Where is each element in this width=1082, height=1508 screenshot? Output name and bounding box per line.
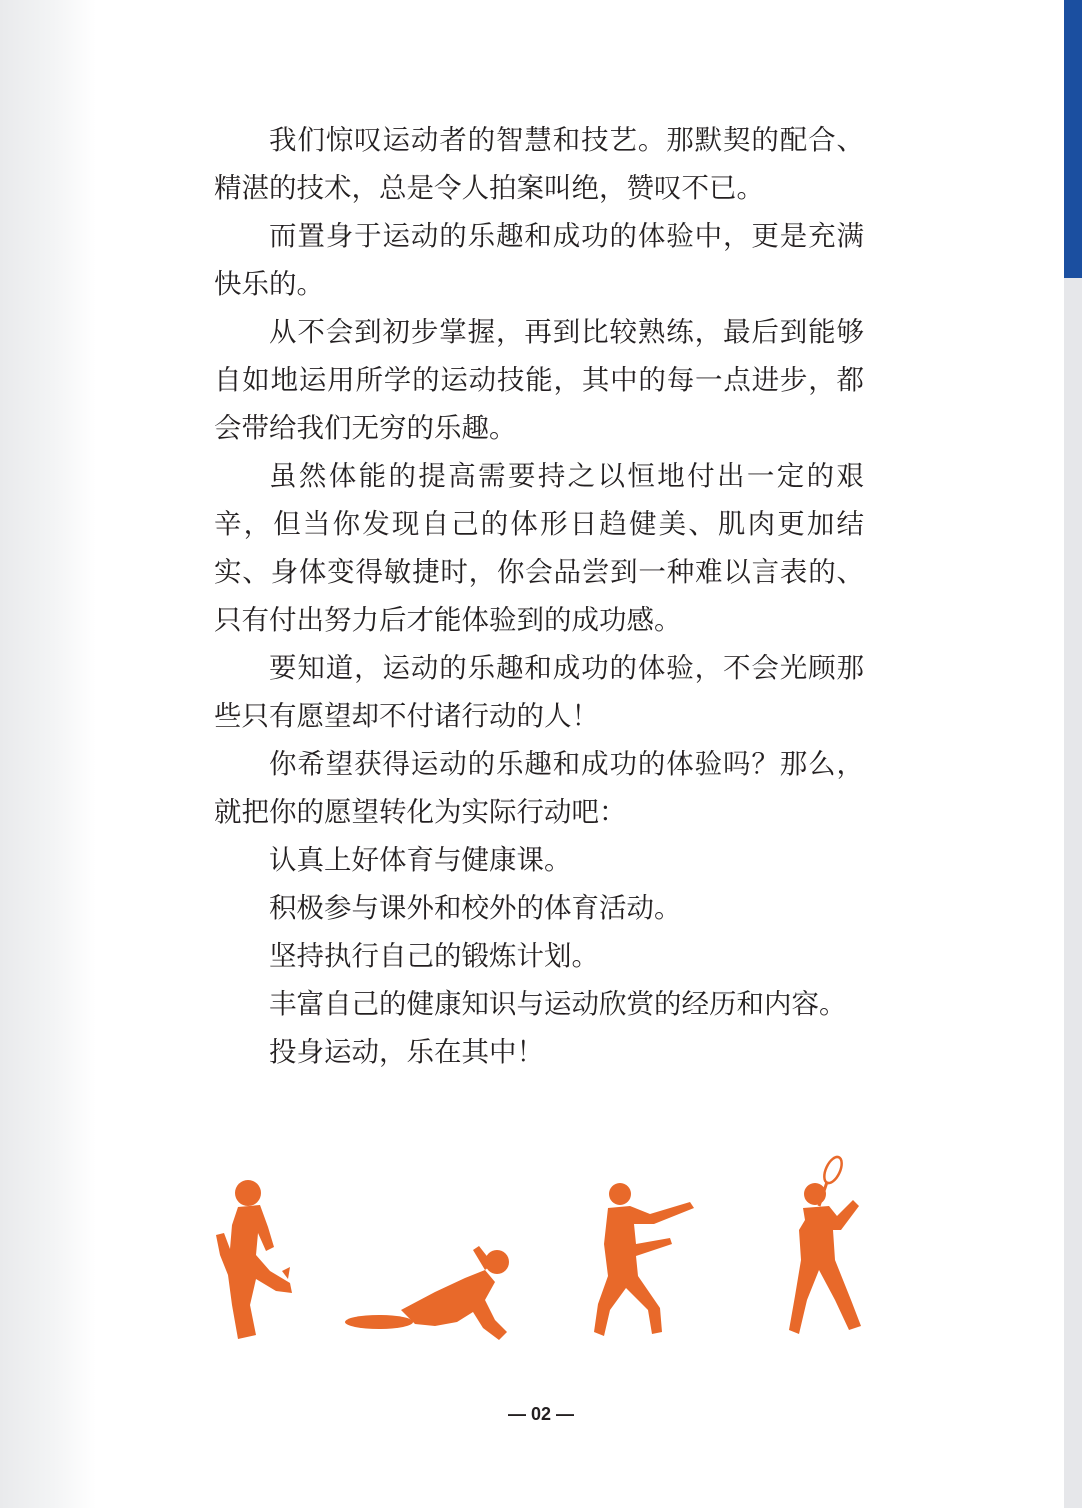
list-item-knowledge: 丰富自己的健康知识与运动欣赏的经历和内容。 xyxy=(269,988,847,1020)
shuttlecock-kicker-icon xyxy=(210,1175,310,1345)
paragraph-2: 而置身于运动的乐趣和成功的体验中，更是充满快乐的。 xyxy=(214,220,864,300)
closing-line: 投身运动，乐在其中！ xyxy=(269,1036,544,1068)
tai-chi-figure-icon xyxy=(590,1180,700,1340)
sports-illustration xyxy=(200,1140,880,1360)
chapter-side-tab xyxy=(1064,0,1082,278)
list-item-activities: 积极参与课外和校外的体育活动。 xyxy=(269,892,682,924)
paragraph-6: 你希望获得运动的乐趣和成功的体验吗？那么，就把你的愿望转化为实际行动吧： xyxy=(214,748,864,828)
paragraph-3: 从不会到初步掌握，再到比较熟练，最后到能够自如地运用所学的运动技能，其中的每一点进步，都会带给我们无穷的乐趣。 xyxy=(214,316,864,444)
page-gutter-shadow xyxy=(0,0,96,1508)
paragraph-1: 我们惊叹运动者的智慧和技艺。那默契的配合、精湛的技术，总是令人拍案叫绝，赞叹不已。 xyxy=(214,124,864,204)
frisbee-diver-icon xyxy=(345,1240,525,1345)
paragraph-4: 虽然体能的提高需要持之以恒地付出一定的艰辛，但当你发现自己的体形日趋健美、肌肉更加结实、身体变得敏捷时，你会品尝到一种难以言表的、只有付出努力后才能体验到的成功感。 xyxy=(214,460,864,636)
paragraph-5: 要知道，运动的乐趣和成功的体验，不会光顾那些只有愿望却不付诸行动的人！ xyxy=(214,652,864,732)
list-item-plan: 坚持执行自己的锻炼计划。 xyxy=(269,940,599,972)
body-text xyxy=(214,116,864,1076)
page-number: — 02 — xyxy=(507,1404,575,1424)
list-item-class: 认真上好体育与健康课。 xyxy=(269,844,572,876)
badminton-player-icon xyxy=(775,1150,875,1340)
